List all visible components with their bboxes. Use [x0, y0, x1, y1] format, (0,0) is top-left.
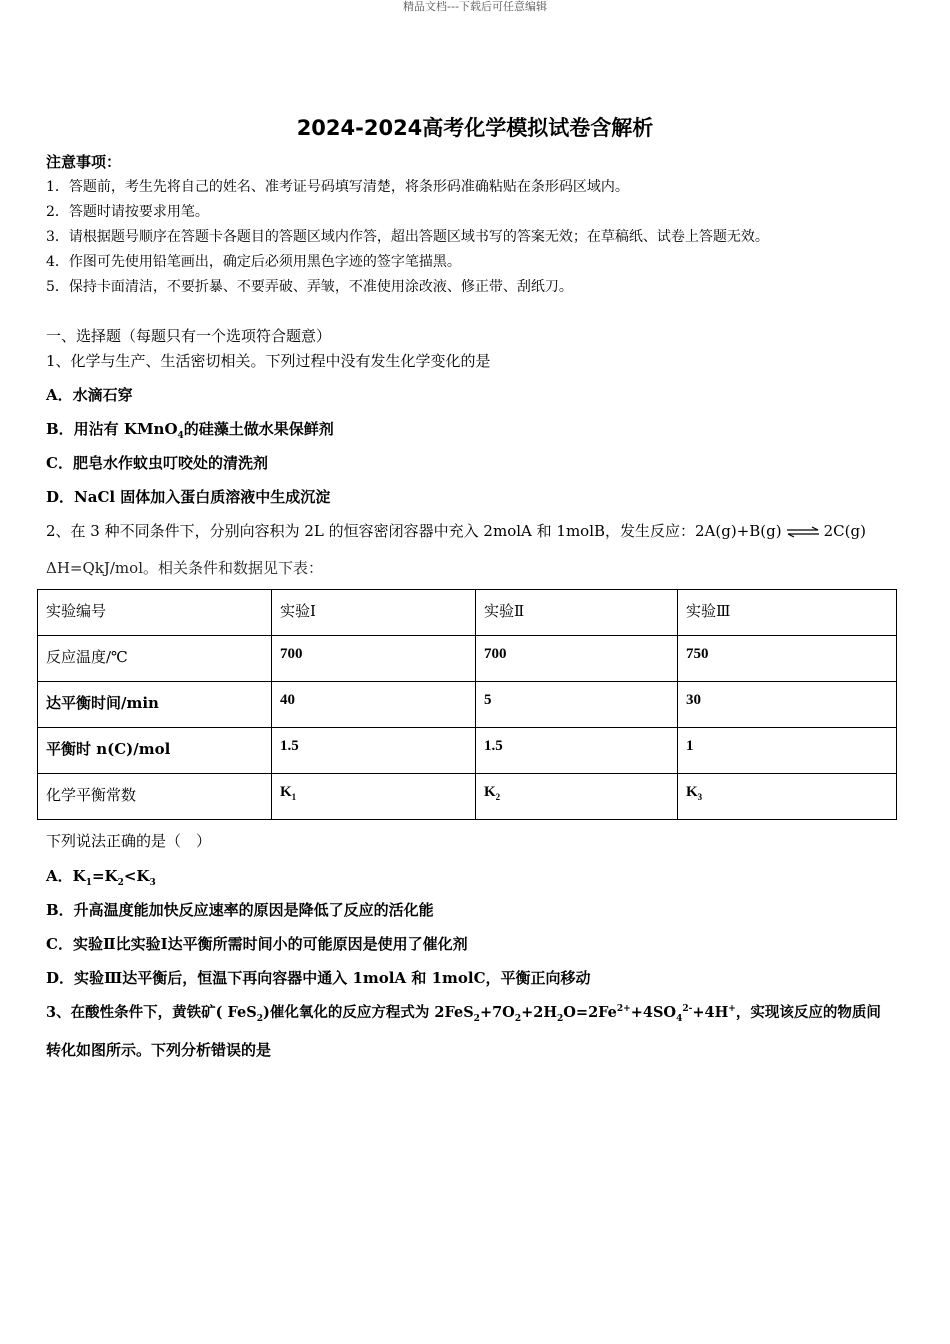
table-row-label: 达平衡时间/min [38, 682, 272, 728]
notice-item-5: 5．保持卡面清洁，不要折暴、不要弄破、弄皱，不准使用涂改液、修正带、刮纸刀。 [46, 279, 573, 295]
q2-option-a: A．$K_1=K_2<K_3$ [46, 867, 156, 888]
q1-option-b: B．用沾有 KMnO$_4$的硅藻土做水果保鲜剂 [46, 420, 334, 441]
conditions-table [37, 589, 897, 820]
table-header-cell: 实验Ⅱ [476, 590, 678, 636]
table-row [38, 682, 897, 728]
q2-stem-line2: ΔH=QkJ/mol。相关条件和数据见下表： [46, 559, 323, 577]
table-cell: 700 [272, 636, 476, 682]
q3-stem-line2: 转化如图所示。下列分析错误的是 [46, 1041, 272, 1059]
section-heading: 一、选择题（每题只有一个选项符合题意） [46, 327, 332, 345]
table-cell: 40 [272, 682, 476, 728]
table-cell: $K_2$ [476, 774, 678, 820]
q1-option-c: C．肥皂水作蚊虫叮咬处的清洗剂 [46, 454, 268, 472]
table-cell: 1 [678, 728, 897, 774]
table-row [38, 636, 897, 682]
page-header-note: 精品文档---下载后可任意编辑 [403, 0, 547, 13]
table-row [38, 774, 897, 820]
notice-heading: 注意事项： [46, 153, 122, 171]
notice-item-3: 3．请根据题号顺序在答题卡各题目的答题区域内作答，超出答题区域书写的答案无效；在草稿纸、试卷上答题无效。 [46, 229, 769, 245]
table-header-cell: 实验Ⅰ [272, 590, 476, 636]
q2-option-b: B．升高温度能加快反应速率的原因是降低了反应的活化能 [46, 901, 434, 919]
table-row [38, 728, 897, 774]
table-cell: $K_3$ [678, 774, 897, 820]
q2-option-c: C．实验Ⅱ比实验Ⅰ达平衡所需时间小的可能原因是使用了催化剂 [46, 935, 468, 953]
q1-stem: 1、化学与生产、生活密切相关。下列过程中没有发生化学变化的是 [46, 352, 491, 370]
q1-option-d: D．NaCl 固体加入蛋白质溶液中生成沉淀 [46, 488, 331, 506]
q1-option-a: A．水滴石穿 [46, 386, 133, 404]
table-cell: $K_1$ [272, 774, 476, 820]
table-row-label: 平衡时 n(C)/mol [38, 728, 272, 774]
table-header-cell: 实验Ⅲ [678, 590, 897, 636]
table-cell: 1.5 [476, 728, 678, 774]
table-cell: 700 [476, 636, 678, 682]
notice-item-4: 4．作图可先使用铅笔画出，确定后必须用黑色字迹的签字笔描黑。 [46, 254, 461, 270]
table-cell: 1.5 [272, 728, 476, 774]
q2-option-d: D．实验Ⅲ达平衡后，恒温下再向容器中通入 1molA 和 1molC，平衡正向移动 [46, 969, 591, 987]
q3-stem: 3、在酸性条件下，黄铁矿( FeS$_2$)催化氧化的反应方程式为 $2FeS_2+7O_2+2H_2O=2Fe^{2+}+4SO_4^{2-}+4H^+$，实现该反应的物质间 [46, 1004, 881, 1024]
q2-stem: 2、在 3 种不同条件下，分别向容积为 2L 的恒容密闭容器中充入 2molA 和 1molB，发生反应：2A(g)+B(g) 2C(g) [46, 522, 866, 540]
table-row-label: 反应温度/℃ [38, 636, 272, 682]
equilibrium-arrow-icon [786, 526, 820, 538]
table-row-label: 化学平衡常数 [38, 774, 272, 820]
table-header-cell: 实验编号 [38, 590, 272, 636]
notice-item-1: 1．答题前，考生先将自己的姓名、准考证号码填写清楚，将条形码准确粘贴在条形码区域内。 [46, 179, 629, 195]
table-cell: 30 [678, 682, 897, 728]
page-title: 2024-2024高考化学模拟试卷含解析 [296, 116, 654, 140]
table-cell: 5 [476, 682, 678, 728]
notice-item-2: 2．答题时请按要求用笔。 [46, 204, 209, 220]
q2-prompt: 下列说法正确的是（ ） [46, 832, 212, 850]
table-cell: 750 [678, 636, 897, 682]
table-header-row [38, 590, 897, 636]
